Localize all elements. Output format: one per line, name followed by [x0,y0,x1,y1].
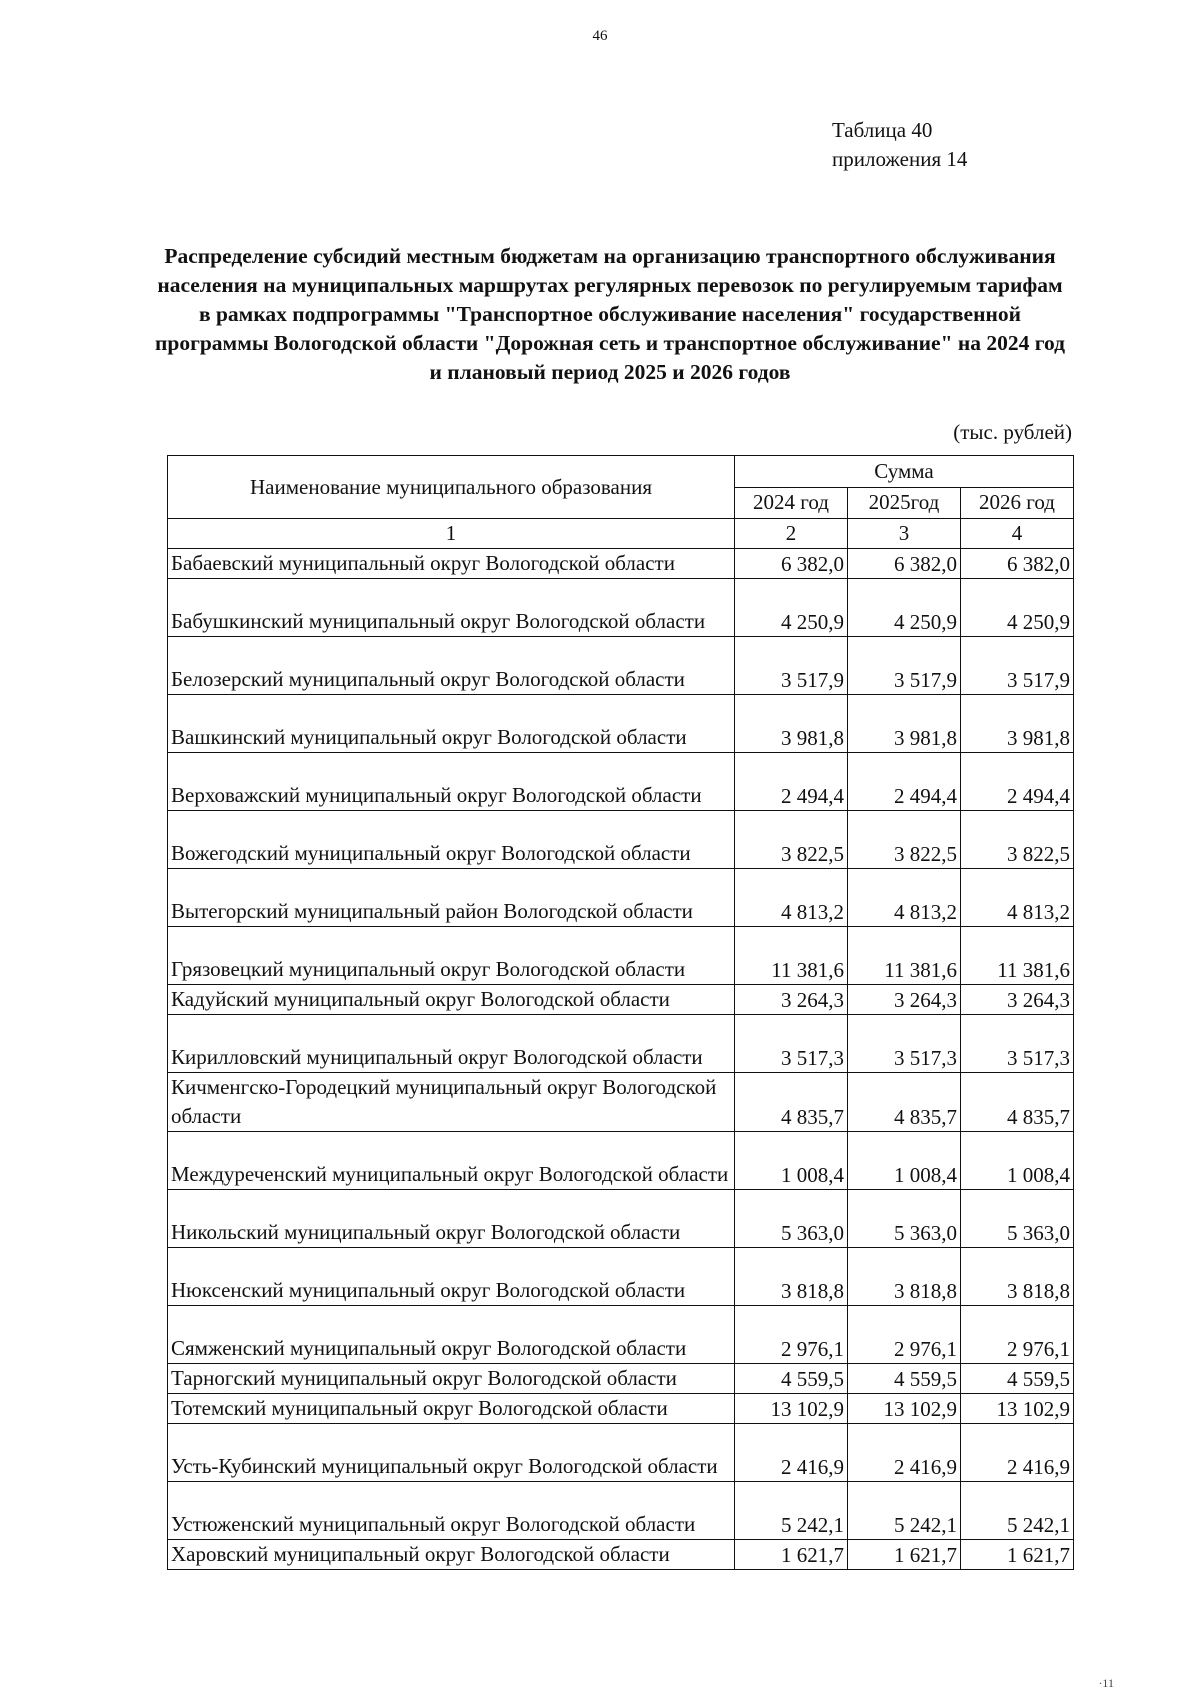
amount-2026: 4 250,9 [961,579,1074,637]
amount-2026: 3 517,9 [961,637,1074,695]
table-row [168,1073,1074,1132]
amount-2024: 4 250,9 [735,579,848,637]
units-label: (тыс. рублей) [953,420,1072,444]
header-year-2024: 2024 год [735,487,848,519]
table-row [168,1424,1074,1482]
table-row [168,695,1074,753]
table-row [168,637,1074,695]
amount-2026: 5 242,1 [961,1482,1074,1540]
amount-2025: 4 813,2 [848,869,961,927]
table-row [168,1015,1074,1073]
amount-2025: 3 517,9 [848,637,961,695]
municipality-name: Никольский муниципальный округ Вологодской области [168,1190,735,1248]
amount-2025: 2 976,1 [848,1306,961,1364]
amount-2024: 1 621,7 [735,1540,848,1570]
amount-2026: 4 559,5 [961,1364,1074,1394]
header-year-2026: 2026 год [961,487,1074,519]
amount-2025: 3 818,8 [848,1248,961,1306]
municipality-name: Харовский муниципальный округ Вологодской области [168,1540,735,1570]
amount-2025: 2 416,9 [848,1424,961,1482]
amount-2024: 3 818,8 [735,1248,848,1306]
amount-2024: 3 517,9 [735,637,848,695]
table-row [168,1394,1074,1424]
table-row [168,1364,1074,1394]
amount-2025: 6 382,0 [848,549,961,579]
amount-2024: 3 822,5 [735,811,848,869]
page-number: 46 [592,28,608,44]
table-row [168,869,1074,927]
amount-2025: 5 363,0 [848,1190,961,1248]
amount-2026: 2 416,9 [961,1424,1074,1482]
municipality-name: Грязовецкий муниципальный округ Вологодской области [168,927,735,985]
municipality-name: Вожегодский муниципальный округ Вологодской области [168,811,735,869]
amount-2024: 6 382,0 [735,549,848,579]
municipality-name: Вытегорский муниципальный район Вологодской области [168,869,735,927]
amount-2026: 3 264,3 [961,985,1074,1015]
municipality-name: Сямженский муниципальный округ Вологодской области [168,1306,735,1364]
document-title: Распределение субсидий местным бюджетам на организацию транспортного обслуживания населения на муниципальных маршрутах регулярных перевозок по регулируемым тарифам в рамках подпрограммы "Транспортное обслуживание населения" государственной программы Вологодской области "Дорожная сеть и транспортное обслуживание" на 2024 год и плановый период 2025 и 2026 годов [154,244,1066,384]
amount-2024: 4 813,2 [735,869,848,927]
municipality-name: Кирилловский муниципальный округ Вологодской области [168,1015,735,1073]
amount-2025: 1 008,4 [848,1132,961,1190]
municipality-name: Верховажский муниципальный округ Вологодской области [168,753,735,811]
amount-2026: 4 835,7 [961,1073,1074,1132]
amount-2024: 13 102,9 [735,1394,848,1424]
amount-2025: 3 981,8 [848,695,961,753]
amount-2026: 3 818,8 [961,1248,1074,1306]
table-row [168,1482,1074,1540]
amount-2026: 3 981,8 [961,695,1074,753]
municipality-name: Тарногский муниципальный округ Вологодской области [168,1364,735,1394]
header-year-2025: 2025год [848,487,961,519]
amount-2025: 3 264,3 [848,985,961,1015]
amount-2024: 1 008,4 [735,1132,848,1190]
table-row [168,811,1074,869]
amount-2026: 2 976,1 [961,1306,1074,1364]
table-row [168,985,1074,1015]
municipality-name: Тотемский муниципальный округ Вологодской области [168,1394,735,1424]
appendix-number: приложения 14 [832,147,968,171]
header-sum: Сумма [735,456,1074,488]
table-body [168,549,1074,1570]
table-row [168,1190,1074,1248]
table-number: Таблица 40 [832,118,933,142]
municipality-name: Усть-Кубинский муниципальный округ Вологодской области [168,1424,735,1482]
amount-2024: 4 835,7 [735,1073,848,1132]
amount-2026: 4 813,2 [961,869,1074,927]
table-reference [832,116,967,174]
amount-2024: 3 264,3 [735,985,848,1015]
amount-2026: 3 517,3 [961,1015,1074,1073]
amount-2025: 13 102,9 [848,1394,961,1424]
amount-2024: 2 416,9 [735,1424,848,1482]
amount-2025: 5 242,1 [848,1482,961,1540]
municipality-name: Бабаевский муниципальный округ Вологодской области [168,549,735,579]
subsidy-table [167,455,1074,1570]
column-number-3: 3 [848,519,961,549]
amount-2025: 3 822,5 [848,811,961,869]
table-row [168,1540,1074,1570]
column-number-2: 2 [735,519,848,549]
scan-mark: ·11 [1098,1676,1114,1690]
amount-2024: 4 559,5 [735,1364,848,1394]
municipality-name: Нюксенский муниципальный округ Вологодской области [168,1248,735,1306]
amount-2025: 11 381,6 [848,927,961,985]
table-row [168,1306,1074,1364]
amount-2025: 2 494,4 [848,753,961,811]
amount-2025: 3 517,3 [848,1015,961,1073]
municipality-name: Вашкинский муниципальный округ Вологодской области [168,695,735,753]
amount-2024: 3 517,3 [735,1015,848,1073]
amount-2026: 6 382,0 [961,549,1074,579]
column-number-4: 4 [961,519,1074,549]
amount-2025: 1 621,7 [848,1540,961,1570]
municipality-name: Кадуйский муниципальный округ Вологодской области [168,985,735,1015]
amount-2026: 2 494,4 [961,753,1074,811]
amount-2024: 5 242,1 [735,1482,848,1540]
amount-2026: 1 621,7 [961,1540,1074,1570]
table-row [168,753,1074,811]
municipality-name: Междуреченский муниципальный округ Вологодской области [168,1132,735,1190]
column-number-1: 1 [168,519,735,549]
table-row [168,549,1074,579]
municipality-name: Устюженский муниципальный округ Вологодской области [168,1482,735,1540]
amount-2024: 5 363,0 [735,1190,848,1248]
municipality-name: Бабушкинский муниципальный округ Вологодской области [168,579,735,637]
amount-2025: 4 835,7 [848,1073,961,1132]
municipality-name: Кичменгско-Городецкий муниципальный округ Вологодской области [168,1073,735,1132]
amount-2025: 4 559,5 [848,1364,961,1394]
amount-2026: 13 102,9 [961,1394,1074,1424]
amount-2026: 1 008,4 [961,1132,1074,1190]
amount-2024: 11 381,6 [735,927,848,985]
amount-2026: 5 363,0 [961,1190,1074,1248]
amount-2024: 3 981,8 [735,695,848,753]
amount-2024: 2 494,4 [735,753,848,811]
table-row [168,579,1074,637]
amount-2025: 4 250,9 [848,579,961,637]
table-row [168,1132,1074,1190]
table-row [168,1248,1074,1306]
amount-2026: 3 822,5 [961,811,1074,869]
table-row [168,927,1074,985]
municipality-name: Белозерский муниципальный округ Вологодской области [168,637,735,695]
amount-2026: 11 381,6 [961,927,1074,985]
amount-2024: 2 976,1 [735,1306,848,1364]
header-municipality-name: Наименование муниципального образования [168,456,735,519]
